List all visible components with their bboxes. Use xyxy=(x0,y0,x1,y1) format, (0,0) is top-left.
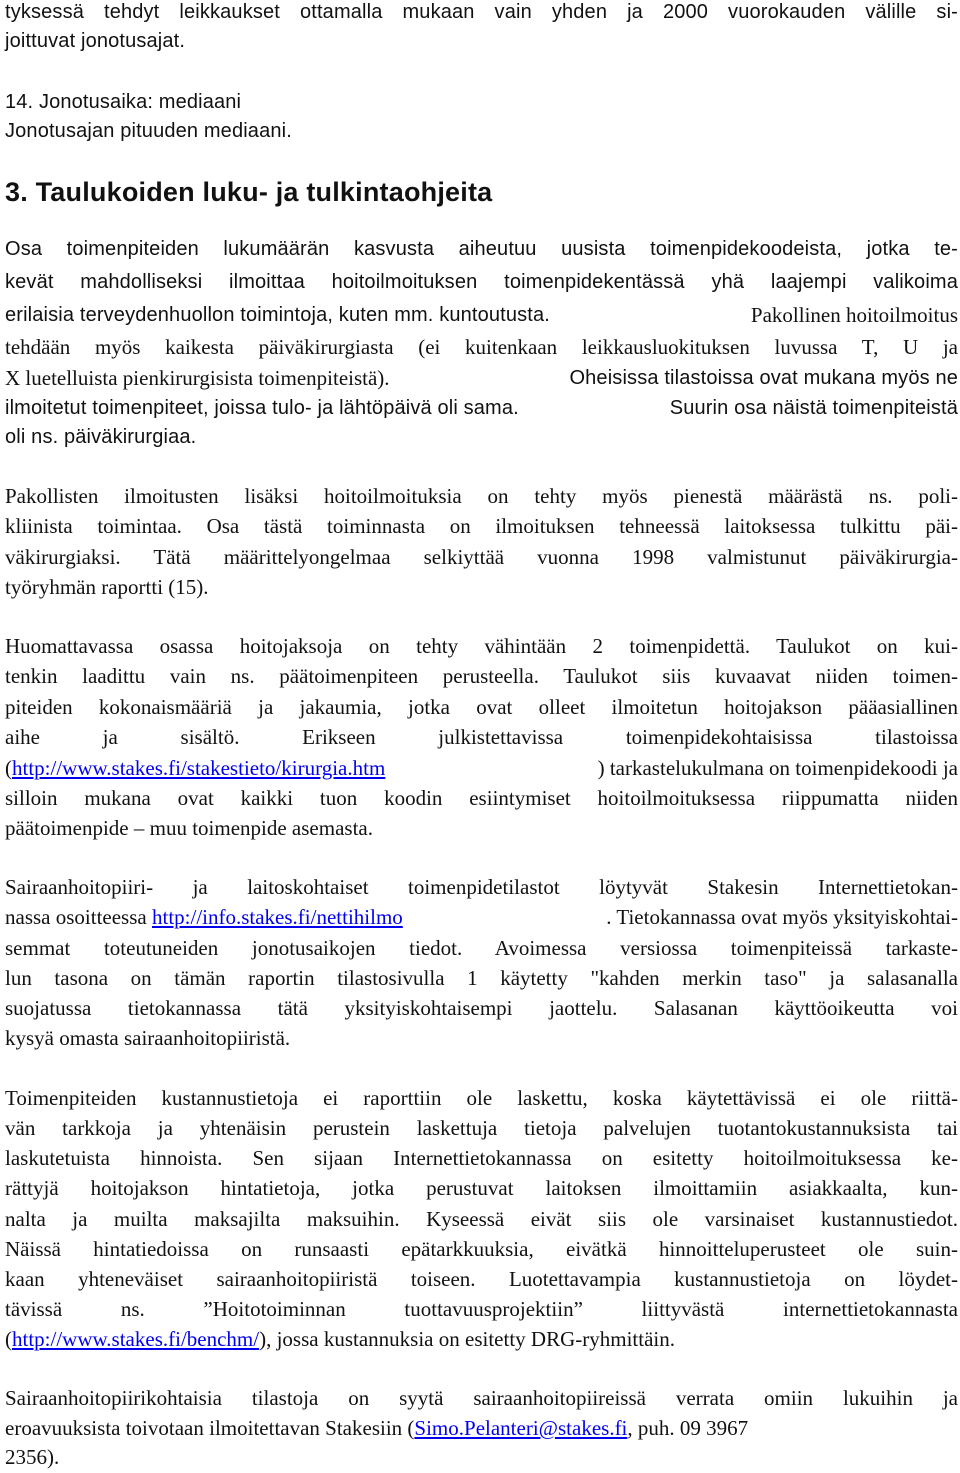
p2-line-4: työryhmän raportti (15). xyxy=(5,575,209,599)
nettihilmo-link[interactable]: http://info.stakes.fi/nettihilmo xyxy=(151,905,403,929)
p4-line-3: semmat toteutuneiden jonotusaikojen tiedot. Avoimessa versiossa toimenpiteissä tarkaste- xyxy=(5,936,958,960)
p1-line-5-b: Oheisissa tilastoissa ovat mukana myös ne xyxy=(569,367,958,389)
p3-line-5-post: ) tarkastelukulmana on toimenpidekoodi ja xyxy=(597,756,958,780)
p5-line-6: Näissä hintatiedoissa on runsaasti epätarkkuuksia, eivätkä hinnoitteluperusteet ole suin- xyxy=(5,1237,958,1261)
p2-line-2: kliinista toimintaa. Osa tästä toiminnasta on ilmoituksen tehneessä laitoksessa tulkittu päi- xyxy=(5,514,958,538)
intro-line-1: tyksessä tehdyt leikkaukset ottamalla mukaan vain yhden ja 2000 vuorokauden välille si- xyxy=(5,1,958,23)
p3-line-5 xyxy=(5,753,958,783)
p1-line-3-serif: Pakollinen hoitoilmoitus xyxy=(750,303,958,327)
p4-line-2 xyxy=(5,902,958,932)
p5-line-2: vän tarkkoja ja yhtenäisin perustein laskettuja tietoja palvelujen tuotantokustannuksista tai xyxy=(5,1116,958,1140)
p1-line-6-a: ilmoitetut toimenpiteet, joissa tulo- ja lähtöpäivä oli sama. xyxy=(5,397,519,419)
p3-line-7: päätoimenpide – muu toimenpide asemasta. xyxy=(5,816,373,840)
p1-line-6-b: Suurin osa näistä toimenpiteistä xyxy=(669,397,958,419)
p1-line-2: kevät mahdolliseksi ilmoittaa hoitoilmoituksen toimenpidekentässä yhä laajempi valikoima xyxy=(5,271,958,293)
p2-line-3: väkirurgiaksi. Tätä määrittelyongelmaa selkiyttää vuonna 1998 valmistunut päiväkirurgia- xyxy=(5,545,958,569)
p4-line-1: Sairaanhoitopiiri- ja laitoskohtaiset toimenpidetilastot löytyvät Stakesin Internettietokan- xyxy=(5,875,958,899)
p4-line-2-pre: nassa osoitteessa xyxy=(5,905,152,929)
p3-line-4: aihe ja sisältö. Erikseen julkistettavissa toimenpidekohtaisissa tilastoissa xyxy=(5,725,958,749)
p5-line-1: Toimenpiteiden kustannustietoja ei raporttiin ole laskettu, koska käytettävissä ei ole riittä- xyxy=(5,1086,958,1110)
p1-line-1: Osa toimenpiteiden lukumäärän kasvusta aiheutuu uusista toimenpidekoodeista, jotka te- xyxy=(5,238,958,260)
p3-line-2: tenkin laadittu vain ns. päätoimenpiteen perusteella. Taulukot siis kuvaavat niiden toimen- xyxy=(5,664,958,688)
p6-line-1: Sairaanhoitopiirikohtaisia tilastoja on syytä sairaanhoitopiireissä verrata omiin lukuihin ja xyxy=(5,1386,958,1410)
p5-line-8: tävissä ns. ”Hoitotoiminnan tuottavuusprojektiin” liittyvästä internettietokannasta xyxy=(5,1297,958,1321)
p4-line-4: lun tasona on tämän raportin tilastosivulla 1 käytetty "kahden merkin taso" ja salasanalla xyxy=(5,966,958,990)
benchm-link[interactable]: http://www.stakes.fi/benchm/ xyxy=(12,1327,260,1351)
p5-line-4: rättyjä hoitojakson hintatietoja, jotka perustuvat laitoksen ilmoittamiin asiakkaalta, kun- xyxy=(5,1176,958,1200)
p2-line-1: Pakollisten ilmoitusten lisäksi hoitoilmoituksia on tehty myös pienestä määrästä ns. poli- xyxy=(5,484,958,508)
p3-line-5-pre: ( xyxy=(5,756,12,780)
kirurgia-link[interactable]: http://www.stakes.fi/stakestieto/kirurgia.htm xyxy=(12,756,386,780)
p6-line-2 xyxy=(5,1413,958,1443)
p6-line-3: 2356). xyxy=(5,1445,60,1469)
p5-line-5: nalta ja muilta maksajilta maksuihin. Kyseessä eivät siis ole varsinaiset kustannustiedot. xyxy=(5,1207,958,1231)
item-14-title: 14. Jonotusaika: mediaani xyxy=(5,91,242,113)
item-14-text: Jonotusajan pituuden mediaani. xyxy=(5,120,292,142)
section-3-heading: 3. Taulukoiden luku- ja tulkintaohjeita xyxy=(5,177,493,207)
p4-line-6: kysyä omasta sairaanhoitopiiristä. xyxy=(5,1026,291,1050)
p6-line-2-post: , puh. 09 3967 xyxy=(627,1416,749,1440)
p1-line-6 xyxy=(5,393,958,423)
p4-line-2-post: . Tietokannassa ovat myös yksityiskohtai- xyxy=(606,905,958,929)
p3-line-1: Huomattavassa osassa hoitojaksoja on tehty vähintään 2 toimenpidettä. Taulukot on kui- xyxy=(5,634,958,658)
p4-line-5: suojatussa tietokannassa tätä yksityiskohtaisempi jaottelu. Salasanan käyttöoikeutta voi xyxy=(5,996,958,1020)
p5-line-9-pre: ( xyxy=(5,1327,12,1351)
email-link[interactable]: Simo.Pelanteri@stakes.fi xyxy=(414,1416,628,1440)
p1-line-5 xyxy=(5,363,958,393)
p5-line-7: kaan yhteneväiset sairaanhoitopiiristä toiseen. Luotettavampia kustannustietoja on löydet- xyxy=(5,1267,958,1291)
p5-line-9 xyxy=(5,1324,958,1354)
p1-line-5-a: X luetelluista pienkirurgisista toimenpiteistä). xyxy=(5,366,390,390)
intro-line-2: joittuvat jonotusajat. xyxy=(5,30,186,52)
p3-line-3: piteiden kokonaismääriä ja jakaumia, jotka ovat olleet ilmoitetun hoitojakson pääasiallinen xyxy=(5,695,958,719)
p3-line-6: silloin mukana ovat kaikki tuon koodin esiintymiset hoitoilmoituksessa riippumatta niiden xyxy=(5,786,958,810)
p5-line-9-post: ), jossa kustannuksia on esitetty DRG-ryhmittäin. xyxy=(259,1327,675,1351)
p1-line-3-sans: erilaisia terveydenhuollon toimintoja, kuten mm. kuntoutusta. xyxy=(5,304,550,326)
p5-line-3: laskutetuista hinnoista. Sen sijaan Internettietokannassa on esitetty hoitoilmoituksessa ke- xyxy=(5,1146,958,1170)
p1-line-7: oli ns. päiväkirurgiaa. xyxy=(5,426,197,448)
p1-line-3 xyxy=(5,300,958,330)
p6-line-2-pre: eroavuuksista toivotaan ilmoitettavan Stakesiin ( xyxy=(5,1416,415,1440)
p1-line-4: tehdään myös kaikesta päiväkirurgiasta (ei kuitenkaan leikkausluokituksen luvussa T, U ja xyxy=(5,335,958,359)
